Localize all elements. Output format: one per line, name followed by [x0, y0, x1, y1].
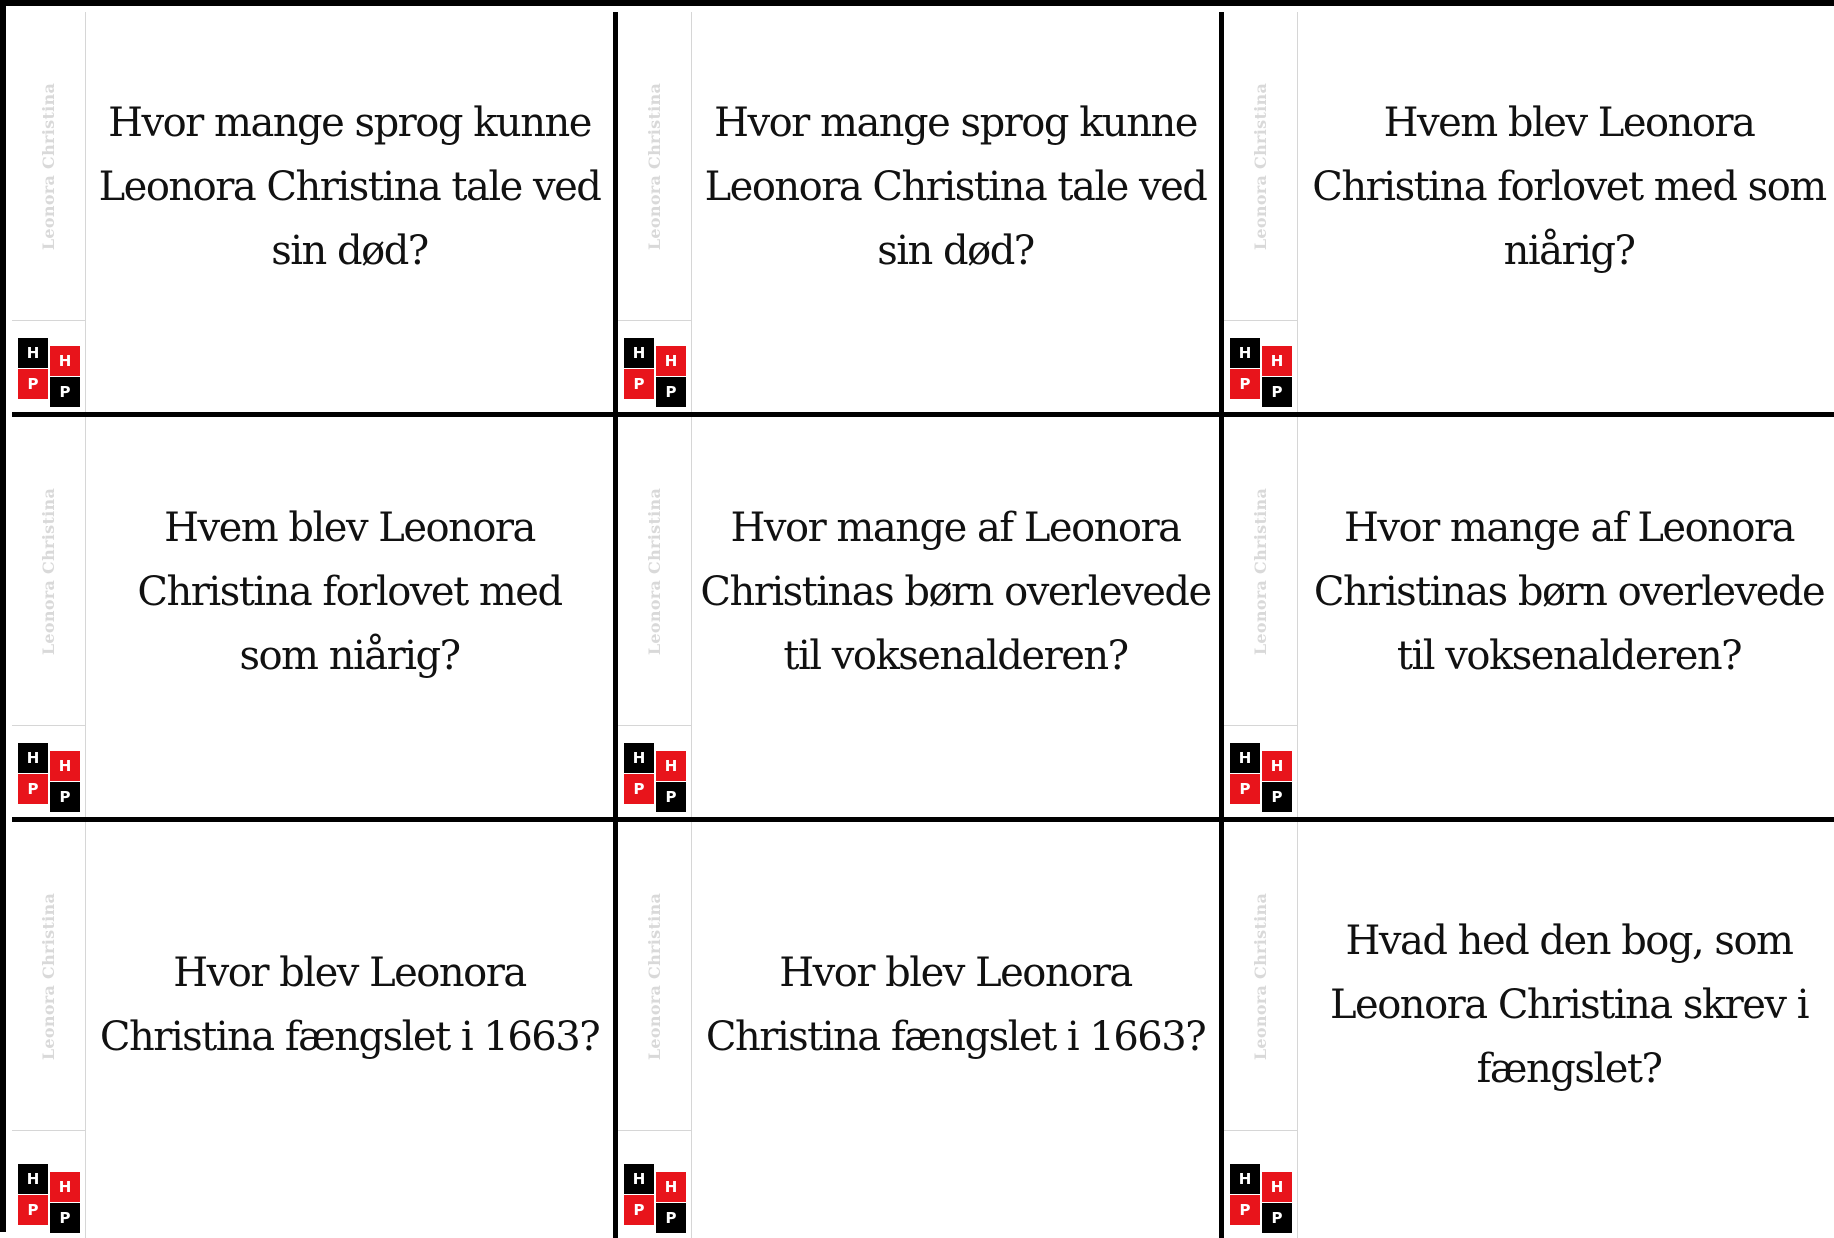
divider [12, 725, 85, 726]
logo-h-red: H [1262, 751, 1292, 781]
card-side-strip [12, 417, 86, 817]
logo-h-black: H [624, 1164, 654, 1194]
card-side-strip [618, 822, 692, 1238]
logo-p-black: P [656, 1203, 686, 1233]
logo-p-black: P [50, 1203, 80, 1233]
question-card [12, 822, 618, 1238]
question-text: Hvor blev Leonora Christina fængslet i 1663? [705, 950, 1206, 1060]
logo-p-black: P [1262, 782, 1292, 812]
question-text: Hvor mange sprog kunne Leonora Christina tale ved sin død? [704, 100, 1207, 274]
card-side-strip [618, 417, 692, 817]
divider [618, 725, 691, 726]
question-area [1298, 822, 1834, 1238]
question-card [12, 417, 618, 822]
card-side-strip [1224, 12, 1298, 412]
logo-p-red: P [1230, 1195, 1260, 1225]
question-card [1224, 822, 1834, 1238]
hp-logo [1228, 743, 1294, 809]
card-grid [12, 12, 1834, 1238]
card-side-strip [618, 12, 692, 412]
strip-label: Leonora Christina [645, 82, 665, 250]
logo-p-red: P [624, 1195, 654, 1225]
question-text: Hvem blev Leonora Christina forlovet med som niårig? [137, 505, 562, 679]
logo-p-black: P [656, 377, 686, 407]
divider [12, 320, 85, 321]
divider [618, 320, 691, 321]
question-card [1224, 417, 1834, 822]
logo-h-black: H [624, 338, 654, 368]
logo-h-red: H [50, 751, 80, 781]
hp-logo [16, 743, 82, 809]
divider [618, 1130, 691, 1131]
card-side-strip [1224, 822, 1298, 1238]
question-card [12, 12, 618, 417]
logo-p-black: P [50, 377, 80, 407]
logo-h-red: H [656, 1172, 686, 1202]
strip-label: Leonora Christina [645, 892, 665, 1060]
logo-p-red: P [1230, 369, 1260, 399]
strip-label: Leonora Christina [1251, 82, 1271, 250]
card-side-strip [12, 12, 86, 412]
hp-logo [622, 743, 688, 809]
logo-p-black: P [1262, 377, 1292, 407]
question-area [86, 12, 613, 412]
logo-h-red: H [656, 346, 686, 376]
hp-logo [16, 338, 82, 404]
hp-logo [622, 1164, 688, 1230]
strip-label: Leonora Christina [39, 892, 59, 1060]
divider [1224, 725, 1297, 726]
divider [12, 1130, 85, 1131]
question-area [1298, 417, 1834, 817]
logo-h-black: H [624, 743, 654, 773]
logo-h-black: H [1230, 338, 1260, 368]
logo-p-black: P [656, 782, 686, 812]
logo-p-red: P [624, 369, 654, 399]
question-text: Hvor blev Leonora Christina fængslet i 1663? [99, 950, 600, 1060]
question-text: Hvor mange sprog kunne Leonora Christina tale ved sin død? [98, 100, 601, 274]
strip-label: Leonora Christina [1251, 892, 1271, 1060]
hp-logo [622, 338, 688, 404]
logo-h-black: H [1230, 1164, 1260, 1194]
question-card [618, 417, 1224, 822]
card-side-strip [1224, 417, 1298, 817]
question-card [618, 822, 1224, 1238]
logo-h-black: H [18, 743, 48, 773]
question-area [692, 822, 1219, 1238]
logo-h-red: H [1262, 346, 1292, 376]
question-text: Hvem blev Leonora Christina forlovet med som niårig? [1312, 100, 1826, 274]
strip-label: Leonora Christina [1251, 487, 1271, 655]
logo-p-red: P [18, 369, 48, 399]
logo-p-red: P [1230, 774, 1260, 804]
logo-h-red: H [656, 751, 686, 781]
question-text: Hvad hed den bog, som Leonora Christina skrev i fængslet? [1329, 918, 1808, 1092]
logo-p-black: P [50, 782, 80, 812]
hp-logo [16, 1164, 82, 1230]
logo-p-red: P [624, 774, 654, 804]
logo-p-black: P [1262, 1203, 1292, 1233]
question-text: Hvor mange af Leonora Christinas børn overlevede til voksenalderen? [700, 505, 1211, 679]
logo-h-black: H [1230, 743, 1260, 773]
logo-h-black: H [18, 338, 48, 368]
question-card [618, 12, 1224, 417]
card-side-strip [12, 822, 86, 1238]
question-area [1298, 12, 1834, 412]
question-card [1224, 12, 1834, 417]
logo-h-red: H [50, 1172, 80, 1202]
question-area [86, 417, 613, 817]
strip-label: Leonora Christina [39, 82, 59, 250]
divider [1224, 1130, 1297, 1131]
strip-label: Leonora Christina [39, 487, 59, 655]
logo-h-red: H [50, 346, 80, 376]
divider [1224, 320, 1297, 321]
question-area [692, 417, 1219, 817]
question-area [86, 822, 613, 1238]
logo-h-red: H [1262, 1172, 1292, 1202]
logo-h-black: H [18, 1164, 48, 1194]
question-text: Hvor mange af Leonora Christinas børn overlevede til voksenalderen? [1313, 505, 1825, 679]
hp-logo [1228, 338, 1294, 404]
logo-p-red: P [18, 1195, 48, 1225]
logo-p-red: P [18, 774, 48, 804]
hp-logo [1228, 1164, 1294, 1230]
strip-label: Leonora Christina [645, 487, 665, 655]
question-area [692, 12, 1219, 412]
